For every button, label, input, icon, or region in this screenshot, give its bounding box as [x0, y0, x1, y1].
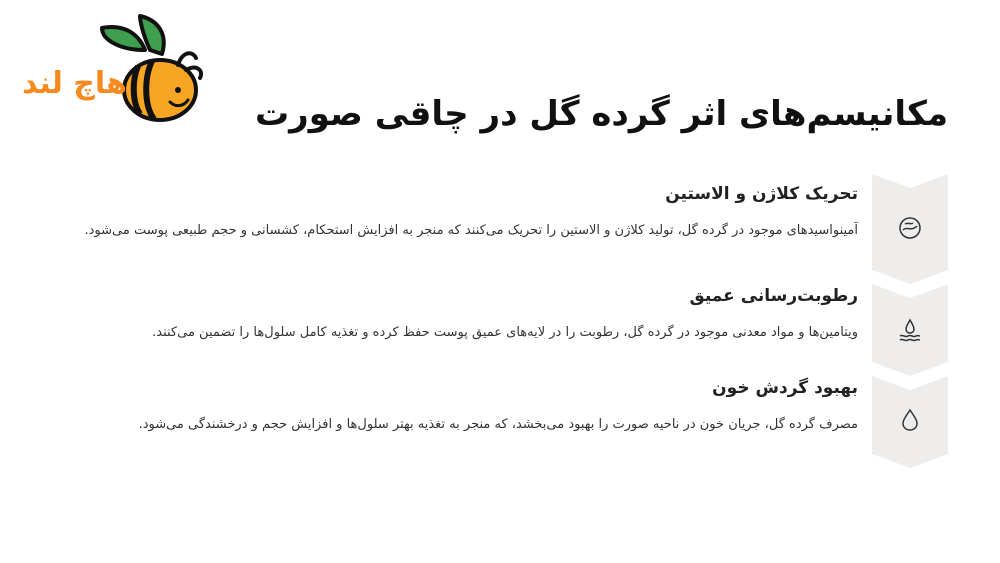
feature-title: بهبود گردش خون	[712, 378, 858, 398]
feature-title: تحریک کلاژن و الاستین	[665, 184, 858, 204]
brand-name: هاچ لند	[22, 66, 127, 101]
feature-description: ویتامین‌ها و مواد معدنی موجود در گرده گل، رطوبت را در لایه‌های عمیق پوست حفظ کرده و تغذیه کامل سلول‌ها را تضمین می‌کنند.	[152, 325, 858, 340]
drop-icon	[898, 408, 922, 432]
feature-body	[60, 184, 858, 244]
feature-item	[60, 284, 948, 384]
feature-description: مصرف گرده گل، جریان خون در ناحیه صورت را بهبود می‌بخشد، که منجر به تغذیه بهتر سلول‌ها و افزایش حجم و درخشندگی می‌شود.	[138, 417, 858, 432]
feature-list	[60, 174, 948, 476]
feature-item	[60, 174, 948, 274]
page-title: مکانیسم‌های اثر گرده گل در چاقی صورت	[254, 94, 948, 134]
collagen-icon	[898, 216, 922, 240]
water-wave-icon	[898, 318, 922, 342]
feature-body	[60, 378, 858, 438]
feature-item	[60, 376, 948, 476]
brand-logo[interactable]	[10, 10, 210, 130]
feature-title: رطوبت‌رسانی عمیق	[689, 286, 858, 306]
feature-body	[60, 286, 858, 346]
feature-description: آمینواسیدهای موجود در گرده گل، تولید کلاژن و الاستین را تحریک می‌کنند که منجر به افزایش استحکام، کشسانی و حجم طبیعی پوست می‌شود.	[84, 223, 858, 238]
